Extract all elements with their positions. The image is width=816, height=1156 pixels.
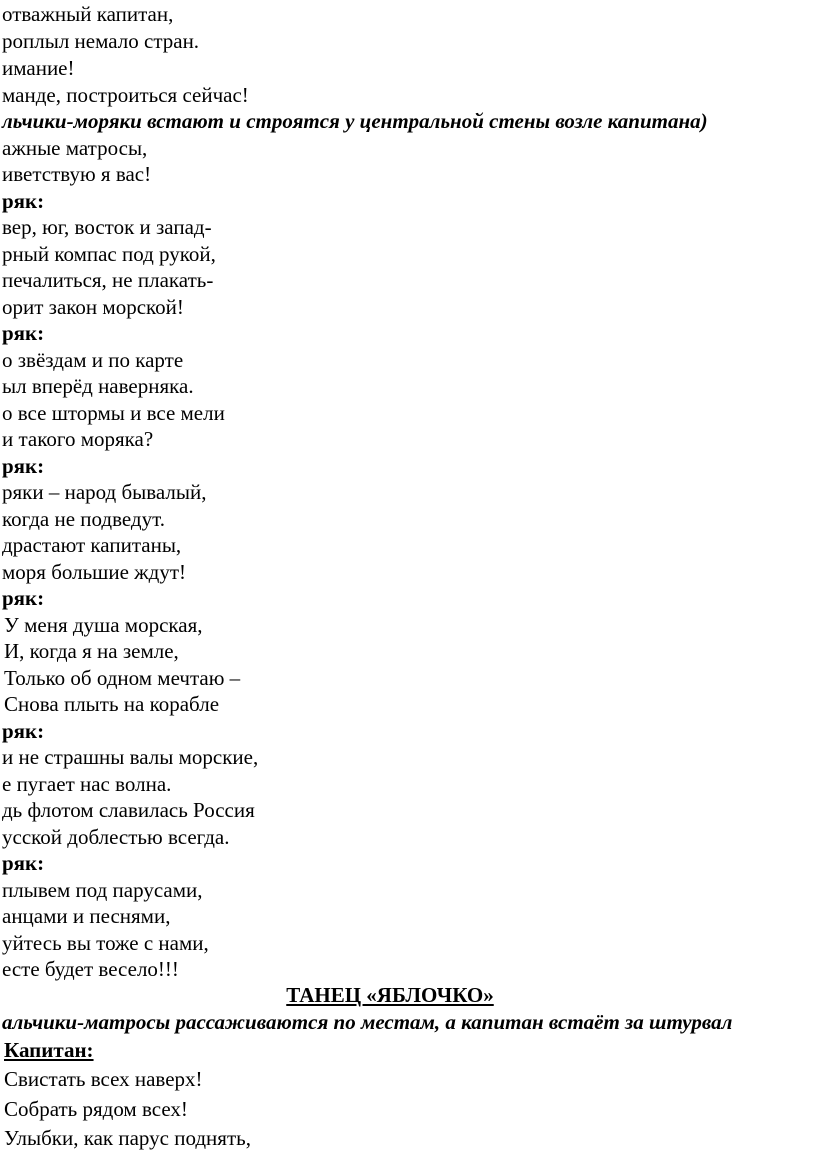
text-line: моря большие ждут!: [2, 560, 187, 584]
text-line: Только об одном мечтаю –: [4, 666, 241, 690]
speaker-label: ряк:: [2, 851, 45, 875]
text-line: уйтесь вы тоже с нами,: [2, 931, 209, 955]
text-line: Свистать всех наверх!: [4, 1067, 203, 1091]
text-line: Снова плыть на корабле: [4, 692, 220, 716]
speaker-label: ряк:: [2, 189, 45, 213]
text-line: драстают капитаны,: [2, 533, 182, 557]
text-line: ряки – народ бывалый,: [2, 480, 207, 504]
text-line: иветствую я вас!: [2, 162, 152, 186]
text-line: ажные матросы,: [2, 136, 148, 160]
stage-direction: льчики-моряки встают и строятся у центральной стены возле капитана): [2, 109, 708, 133]
text-line: У меня душа морская,: [4, 613, 203, 637]
text-line: ыл вперёд наверняка.: [2, 374, 194, 398]
speaker-label: ряк:: [2, 586, 45, 610]
text-line: есте будет весело!!!: [2, 957, 179, 981]
speaker-label: Капитан:: [4, 1038, 94, 1062]
text-line: роплыл немало стран.: [2, 29, 200, 53]
text-line: о звёздам и по карте: [2, 348, 184, 372]
text-line: Собрать рядом всех!: [4, 1097, 188, 1121]
text-line: плывем под парусами,: [2, 878, 203, 902]
text-line: анцами и песнями,: [2, 904, 171, 928]
text-line: Улыбки, как парус поднять,: [4, 1126, 251, 1150]
stage-direction: альчики-матросы рассаживаются по местам, а капитан встаёт за штурвал: [2, 1010, 733, 1034]
text-line: о все штормы и все мели: [2, 401, 225, 425]
text-line: имание!: [2, 56, 75, 80]
text-line: е пугает нас волна.: [2, 772, 172, 796]
text-line: отважный капитан,: [2, 2, 174, 26]
text-line: дь флотом славилась Россия: [2, 798, 255, 822]
text-line: и такого моряка?: [2, 427, 154, 451]
section-heading: ТАНЕЦ «ЯБЛОЧКО»: [286, 983, 494, 1007]
text-line: когда не подведут.: [2, 507, 165, 531]
text-line: рный компас под рукой,: [2, 242, 216, 266]
text-line: И, когда я на земле,: [4, 639, 179, 663]
speaker-label: ряк:: [2, 454, 45, 478]
text-line: манде, построиться сейчас!: [2, 83, 249, 107]
speaker-label: ряк:: [2, 719, 45, 743]
text-line: усской доблестью всегда.: [2, 825, 230, 849]
text-line: печалиться, не плакать-: [2, 268, 214, 292]
text-line: и не страшны валы морские,: [2, 745, 259, 769]
text-line: вер, юг, восток и запад-: [2, 215, 212, 239]
speaker-label: ряк:: [2, 321, 45, 345]
text-line: орит закон морской!: [2, 295, 184, 319]
